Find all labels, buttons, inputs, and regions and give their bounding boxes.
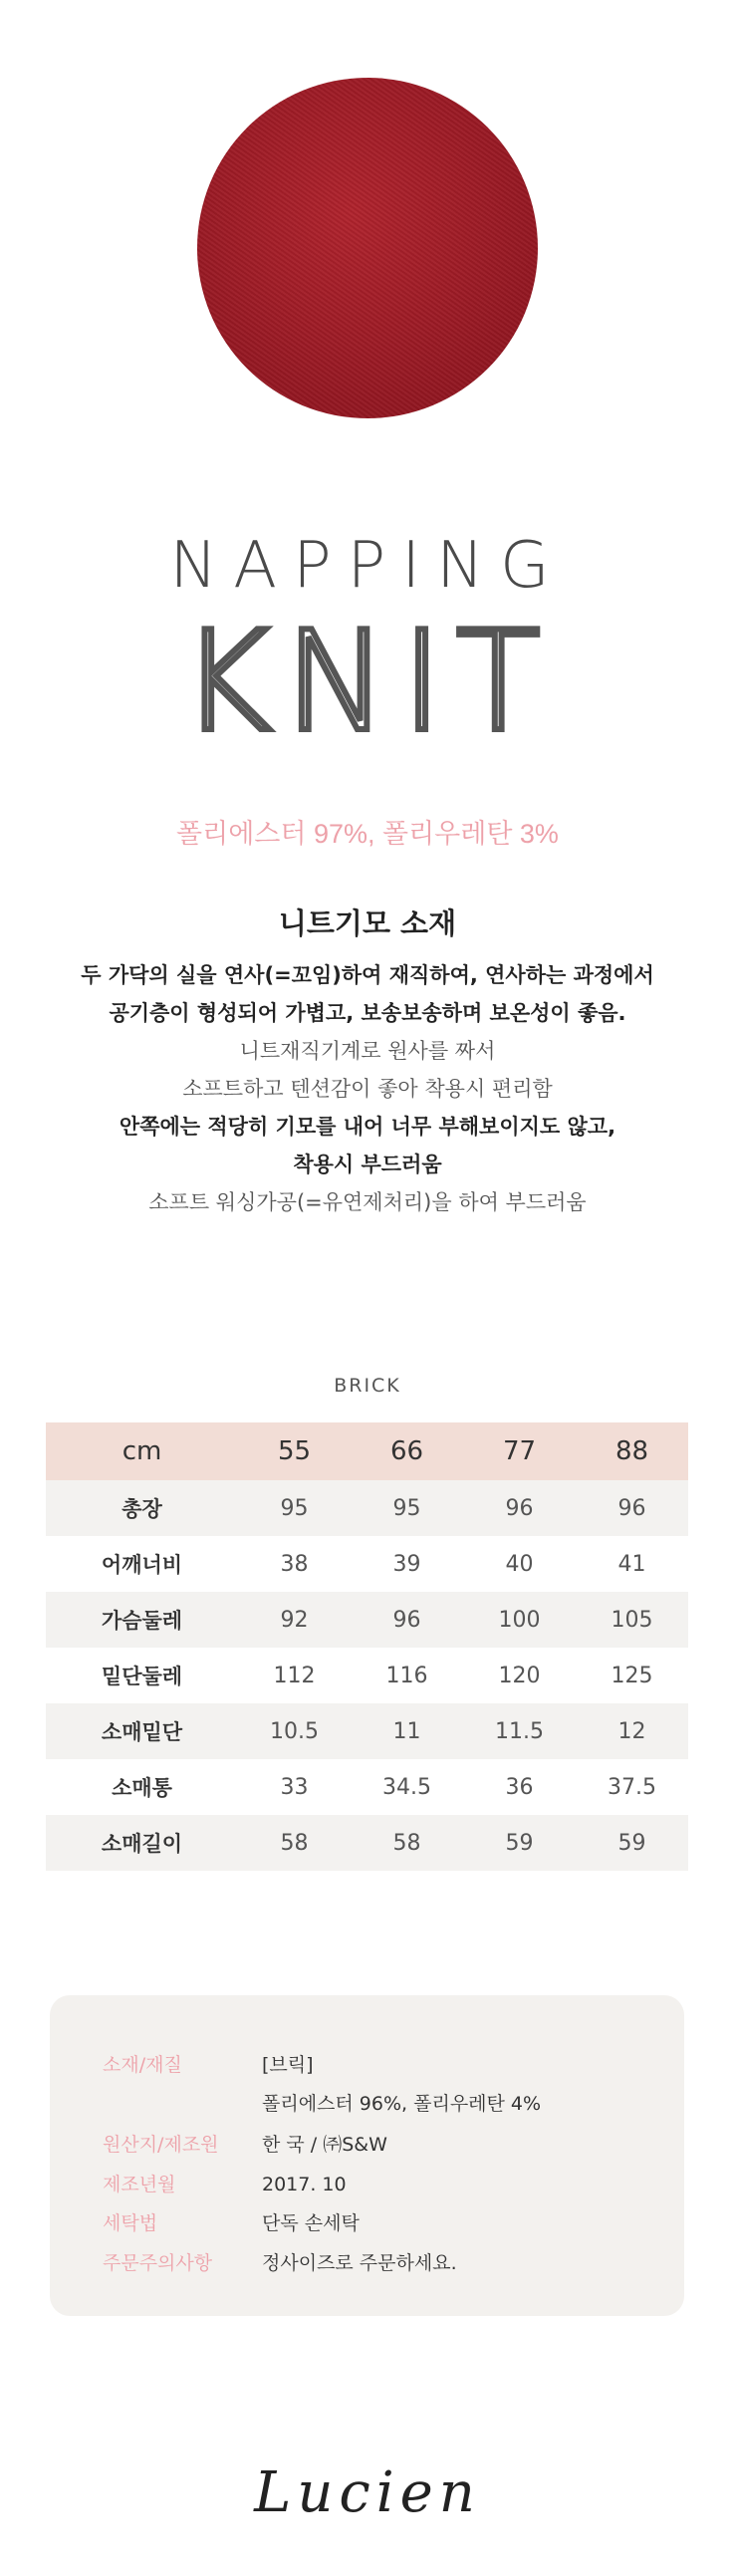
table-cell: 95 [392, 1495, 421, 1521]
info-value: 폴리에스터 96%, 폴리우레탄 4% [262, 2093, 542, 2115]
table-cell: 38 [280, 1551, 309, 1577]
table-row [46, 1592, 688, 1648]
table-row [46, 1759, 688, 1815]
table-cell: 96 [392, 1607, 421, 1633]
description-line: 소프트 워싱가공(=유연제처리)을 하여 부드러움 [148, 1190, 587, 1214]
info-key: 제조년월 [103, 2174, 176, 2195]
table-cell: 41 [617, 1551, 646, 1577]
table-cell: 96 [617, 1495, 646, 1521]
table-row [46, 1536, 688, 1592]
row-label: 밑단둘레 [101, 1665, 183, 1688]
table-cell: 59 [617, 1830, 646, 1856]
table-cell: 34.5 [382, 1774, 431, 1800]
row-label: 소매길이 [101, 1832, 183, 1856]
description-line: 안쪽에는 적당히 기모를 내어 너무 부해보이지도 않고, [119, 1115, 616, 1139]
description-line: 니트재직기계로 원사를 짜서 [239, 1039, 496, 1063]
size-chart-color-label: BRICK [334, 1375, 401, 1397]
table-cell: 58 [392, 1830, 421, 1856]
brand-signature-logo: Lucien [254, 2460, 481, 2525]
table-cell: 92 [280, 1607, 309, 1633]
table-row [46, 1703, 688, 1759]
table-cell: 37.5 [608, 1774, 656, 1800]
table-cell: 125 [611, 1663, 653, 1688]
table-cell: 116 [385, 1663, 428, 1688]
table-cell: 33 [280, 1774, 309, 1800]
table-cell: 105 [611, 1607, 653, 1633]
table-cell: 40 [505, 1551, 534, 1577]
table-row [46, 1480, 688, 1536]
info-key: 세탁법 [103, 2212, 158, 2234]
description-text [0, 956, 735, 1221]
header-cell: 55 [277, 1436, 312, 1466]
description-line: 소프트하고 텐션감이 좋아 착용시 편리함 [182, 1077, 553, 1101]
table-cell: 59 [505, 1830, 534, 1856]
description-title: 니트기모 소재 [278, 906, 457, 940]
row-label: 가슴둘레 [101, 1609, 183, 1633]
table-cell: 11 [392, 1718, 421, 1744]
table-cell: 58 [280, 1830, 309, 1856]
info-value: 정사이즈로 주문하세요. [262, 2252, 457, 2274]
row-label: 어깨너비 [101, 1553, 183, 1577]
size-table-header [46, 1422, 688, 1480]
table-cell: 11.5 [495, 1718, 544, 1744]
size-table [46, 1422, 688, 1871]
table-cell: 120 [498, 1663, 541, 1688]
table-cell: 112 [273, 1663, 316, 1688]
table-cell: 100 [498, 1607, 541, 1633]
table-cell: 10.5 [270, 1718, 319, 1744]
fabric-title-napping: NAPPING [169, 529, 566, 603]
header-cell: cm [122, 1436, 162, 1466]
info-value: 한 국 / ㈜S&W [262, 2134, 387, 2156]
table-cell: 95 [280, 1495, 309, 1521]
header-cell: 66 [389, 1436, 424, 1466]
table-row [46, 1648, 688, 1703]
row-label: 소매통 [112, 1776, 172, 1800]
table-cell: 96 [505, 1495, 534, 1521]
info-key: 소재/재질 [103, 2054, 182, 2076]
row-label: 총장 [122, 1497, 162, 1521]
header-cell: 88 [614, 1436, 649, 1466]
fabric-title-knit: KNIT [180, 602, 555, 762]
info-key: 주문주의사항 [103, 2252, 213, 2274]
row-label: 소매밑단 [101, 1720, 183, 1744]
table-cell: 39 [392, 1551, 421, 1577]
table-cell: 12 [617, 1718, 646, 1744]
info-value: 2017. 10 [262, 2174, 347, 2195]
description-line: 공기층이 형성되어 가볍고, 보송보송하며 보온성이 좋음. [109, 1001, 626, 1025]
header-cell: 77 [502, 1436, 537, 1466]
info-value: 단독 손세탁 [262, 2212, 360, 2234]
description-line: 두 가닥의 실을 연사(=꼬임)하여 재직하여, 연사하는 과정에서 [81, 963, 654, 987]
fabric-swatch [197, 78, 538, 418]
table-cell: 36 [505, 1774, 534, 1800]
fabric-composition: 폴리에스터 97%, 폴리우레탄 3% [176, 819, 559, 849]
table-row [46, 1815, 688, 1871]
info-key: 원산지/제조원 [103, 2134, 219, 2156]
description-line: 착용시 부드러움 [293, 1153, 442, 1176]
product-info-box [50, 1995, 684, 2316]
info-value: [브릭] [262, 2054, 314, 2076]
